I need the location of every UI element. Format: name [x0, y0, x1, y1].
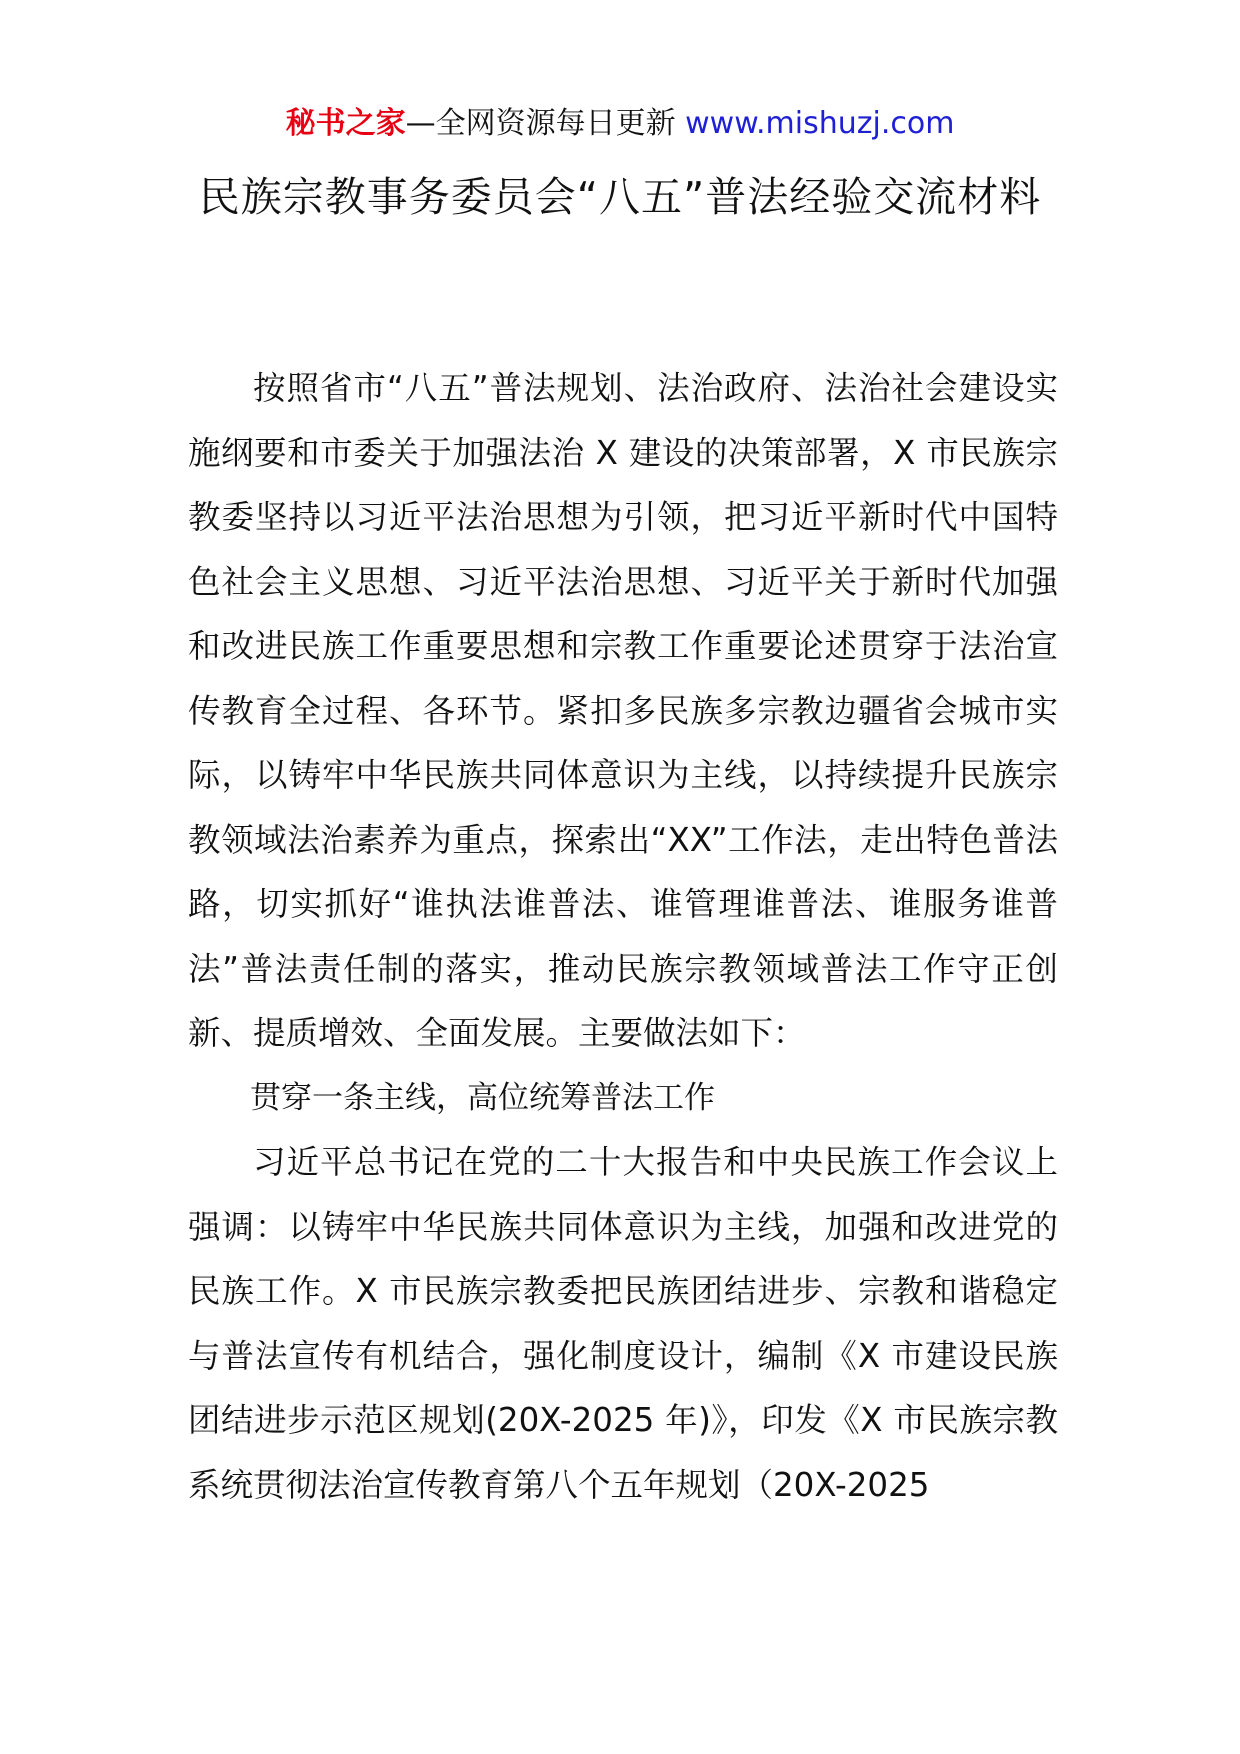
banner-url-link[interactable]: www.mishuzj.com [685, 106, 955, 141]
section-heading: 贯穿一条主线，高位统筹普法工作 [250, 1079, 715, 1116]
banner-brand: 秘书之家 [285, 106, 406, 141]
site-banner [0, 104, 1240, 144]
document-title: 民族宗教事务委员会“八五”普法经验交流材料 [198, 173, 1042, 221]
banner-tagline: —全网资源每日更新 [405, 106, 686, 141]
body-paragraph: 按照省市“八五”普法规划、法治政府、法治社会建设实施纲要和市委关于加强法治 X 建设的决策部署，X 市民族宗教委坚持以习近平法治思想为引领，把习近平新时代中国特色社会主义思想、习近平法治思想、习近平关于新时代加强和改进民族工作重要思想和宗教工作重要论述贯穿于法治宣传教育全过程、各环节。紧扣多民族多宗教边疆省会城市实际，以铸牢中华民族共同体意识为主线，以持续提升民族宗教领域法治素养为重点，探索出“XX”工作法，走出特色普法路，切实抓好“谁执法谁普法、谁管理谁普法、谁服务谁普法”普法责任制的落实，推动民族宗教领域普法工作守正创新、提质增效、全面发展。主要做法如下： [188, 369, 1058, 1052]
document-body [188, 356, 1058, 1517]
body-paragraph: 习近平总书记在党的二十大报告和中央民族工作会议上强调：以铸牢中华民族共同体意识为主线，加强和改进党的民族工作。X 市民族宗教委把民族团结进步、宗教和谐稳定与普法宣传有机结合，强化制度设计，编制《X 市建设民族团结进步示范区规划(20X-2025 年)》，印发《X 市民族宗教系统贯彻法治宣传教育第八个五年规划（20X-2025 [188, 1143, 1058, 1504]
